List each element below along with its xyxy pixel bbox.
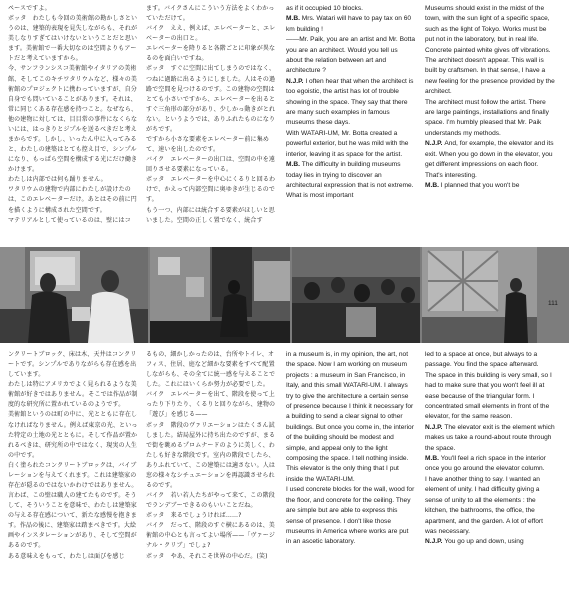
paragraph: バイク ええ、例えば、エレベーターと、エレベーターの出口と。: [146, 25, 276, 43]
paragraph: N.J.P. You go up and down, using: [425, 538, 524, 546]
paragraph: バイク 若い若人たちがやって来て、この階段でランデブーできるのもいいことだね。: [146, 492, 275, 510]
paragraph: I used concrete blocks for the wall, wood for the floor, and concrete for the ceiling. They are simple but are able to express this sense of presence. I don't like those museums in America where works are put in an ascetic laboratory.: [286, 486, 415, 546]
paragraph: もう一つ、内部には統合する要素がほしいと思いました。空間の正しく置でなく、統合す: [146, 206, 275, 224]
photo-standing-person: [422, 247, 537, 343]
paragraph: ある意味えをもって、わたしは面びを感じ: [8, 552, 125, 560]
paragraph: 今、サンフランシスコ美術館やイタリアの美術館、そしてこのキチワタリウムなど、様々の美術館のプロジェクトに携わっていますが、自分自身でも問いていることがあります。それは、常に同じくある存在感を持つこと。なぜなら、他の建物に対しては、目目常の事件になくらないには、はっきりとジプルを送るべきだと考えまからです。しかし、いったん中に入ってみると、わたしの建築はとても控え目で、シンプルになり、もっぱら空間を構成する光にだけ働きかけます。: [8, 65, 138, 174]
paragraph: Museums should exist in the midst of the town, with the sun light of a specific space, such as the light of Tokyo. Works must be put not in the laboratory, but in real life.: [425, 5, 550, 44]
top-english-column-1: [286, 4, 415, 244]
paragraph: バイク エレベーターの出口は、空間の中を遠回りさせる要素になっている。: [146, 156, 276, 174]
bottom-english-column-1: [286, 350, 415, 598]
speaker-label: N.J.P.: [425, 538, 445, 546]
paragraph: バイク だって、階段のすぐ横にあるのは、美術館の中心とも言ってよい場所——「ヴァージナル・クリブ」でしょ?: [146, 522, 275, 550]
paragraph: With WATARI-UM, Mr. Botta created a powerful exterior, but he was mild with the interior, leaving it as space for the artist.: [286, 129, 409, 158]
paragraph: M.B. You'll feel a rich space in the interior once you go around the elevator column.: [425, 455, 546, 473]
speaker-label: M.B.: [286, 161, 302, 169]
paragraph: るもの、細かしかったのは、台所やトイレ、オフィス、住居、庭など細かな要素をすべて配置しながらも、その全てに統一感を与えることでした。これにはいくらか努力が必要でした。: [146, 351, 276, 389]
photo-conversation-1: [0, 247, 148, 343]
paragraph: バイク エレベーターを出て、階段を使って上ったり下りたり、くるりと回りながら、建物の「遊び」を感じる——: [146, 391, 276, 419]
photo-strip: [0, 247, 569, 343]
paragraph: ですから小さな要素をエレベーター前に集めて、速いを出したのです。: [146, 136, 270, 154]
paragraph: ボッタ すぐに空間に出てしまうのではなく、つねに過路に出るようにしました。人はその過路で空間を見つけるのです。この建物の空間はとても小さいですから、エレベーターを出るとすぐ三角形の部分があり、少しかっ動きがとれない。というようでは、ありふれたものになりがちです。: [146, 65, 276, 133]
speaker-label: N.J.P.: [286, 77, 306, 85]
top-english-column-2: [425, 4, 555, 244]
paragraph: ます。バイクさんにこういう方法をよくわかっていただけて。: [146, 5, 275, 23]
paragraph: ワタリウムの建物で内部にわたしが設けたのは、このエレベーターだけ。あとはその前に円を描くように構成された空間です。: [8, 186, 137, 214]
paragraph: わたしは特にアメリカでよく見られるような美術館が好きではありません。そこでは作品が制度的な研究所に置かれているのようです。: [8, 381, 138, 409]
paragraph: N.J.P. And, for example, the elevator and its exit. When you go down in the elevator, you get different impressions on each floor. That's interesting.: [425, 140, 554, 179]
speaker-label: N.J.P.: [425, 140, 445, 148]
paragraph: わたしは内部では何も踊りません。: [8, 176, 107, 184]
paragraph: as if it occupied 10 blocks.: [286, 5, 363, 12]
top-japanese-column-2: [146, 4, 277, 244]
speaker-label: M.B.: [425, 455, 441, 463]
paragraph: ボッタ 階段のヴァリエーションはたくさん試しました。結局屋外に持ち出たのですが、まるで街を眺めるプロムナードのように美しく、わたしも好きな階段です。室内の階段でしたら、ありふれていて、この建築には適さない。人は窓の様々なシチュエーションを再認識させられるのです。: [146, 421, 276, 490]
bottom-japanese-column-2: [146, 350, 277, 598]
paragraph: ペースですよ。: [8, 5, 51, 12]
paragraph: ボッタ 来るでしょうければ……?: [146, 512, 242, 520]
paragraph: ボッタ やあ、それこそ世界の中心だ。(笑): [146, 552, 268, 560]
speaker-label: M.B.: [286, 15, 302, 23]
paragraph: M.B. Mrs. Watari will have to pay tax on 60 km building !: [286, 15, 412, 33]
paragraph: Concrete painted white gives off vibrations. The architect doesn't appear. This wall is built by craftsmen. In that sense, I have a new feeling for the presence provided by the architect.: [425, 46, 555, 96]
paragraph: N.J.P. I often hear that when the architect is too egoistic, the artist has lot of trouble showing in the space. They say that there are many such examples in famous museums these days.: [286, 77, 414, 127]
speaker-label: M.B.: [425, 181, 441, 189]
top-japanese-column-1: [8, 4, 138, 244]
paragraph: ボッタ エレベーターを中心にくるりと回るわけで、かえって内部空間に奥ゆきが生じるのです。: [146, 176, 276, 204]
paragraph: The space in this building is very small, so I had to make sure that you won't feel ill at ease because of the triangular form. I concentrated small elements in front of the elevator, for the same reason.: [425, 371, 552, 421]
paragraph: マテリアルとして使っているのは、壁にはコ: [8, 216, 131, 224]
paragraph: The architect must follow the artist. There are large paintings, installations and finally space. I'm humbly pleased that Mr. Paik understands my methods.: [425, 98, 549, 137]
photo-gallery-interior: [150, 247, 290, 343]
paragraph: M.B. I planned that you won't be: [425, 181, 520, 189]
paragraph: ——Mr. Paik, you are an artist and Mr. Botta you are an architect. Would you tell us about the relation between art and architecture ?: [286, 36, 415, 75]
paragraph: N.J.P. The elevator exit is the element which makes us take a round-about route through the space.: [425, 423, 555, 452]
paragraph: ンクリートブロック、床は木、天井はコンクリートです。シンプルでありながらも存在感を出しています。: [8, 351, 137, 379]
bottom-english-column-2: [425, 350, 555, 598]
speaker-label: N.J.P.: [425, 423, 445, 431]
page-number: 111: [548, 300, 558, 307]
paragraph: I have another thing to say. I wanted an element of unity. I had difficulty giving a sense of unity to all the elements : the kitchen, the bathrooms, the office, the apartment, and the garden. A lot of effort was necessary.: [425, 475, 543, 535]
paragraph: 美術館というのは町の中に、光とともに存在しなければなりません。例えば東京の光、といった特定の土地の光とともに。そして作品が置かれるべきは、研究所の中ではなく、現実の人生の中です。: [8, 411, 138, 459]
paragraph: エレベーターを降りると各階ごとに印象が異なるのを面白いですね。: [146, 45, 276, 63]
paragraph: ボッタ わたしも今回の美術館の勘かしさというのは、建築的表現を見失しながらも、それが美しなりすぎてはいけないということだと思います。美術館で一番大切なのは空間よりもアートだと考えていますから。: [8, 15, 138, 63]
photo-audience: [292, 247, 420, 343]
paragraph: 白く塗られたコンクリートブロックは、バイブレーションを与えてくれます。これは建築家の存在が隠るのではないかわけではありません。言わば、この壁は職人の建てたものです。そうして、そういうことを意味で、わたしは建築家の与える存在感について、新たな感慢を抱きます。作品の後に、建築家は踏まべきです。大絵画やインスタレーションがあり、そして空間があるのです。: [8, 461, 138, 550]
paragraph: led to a space at once, but always to a passage. You find the space afterward.: [425, 351, 539, 369]
paragraph: M.B. The difficulty in building museums today lies in trying to discover an architectural expression that is not extreme. What is most important: [286, 161, 414, 200]
bottom-japanese-column-1: [8, 350, 138, 598]
paragraph: in a museum is, in my opinion, the art, not the space. Now I am working on museum projects : a museum in San Francisco, in Italy, and this small WATARI-UM. I always try to give the architecture a certain sense of presence because I think it necessary for a building to send a clear signal to other buildings. But once you come in, the interior of the building should be modest and simple, and appeal only to the light composing the space. I tell nothing inside. This elevator is the only thing that I put inside the WATARI-UM.: [286, 351, 414, 483]
